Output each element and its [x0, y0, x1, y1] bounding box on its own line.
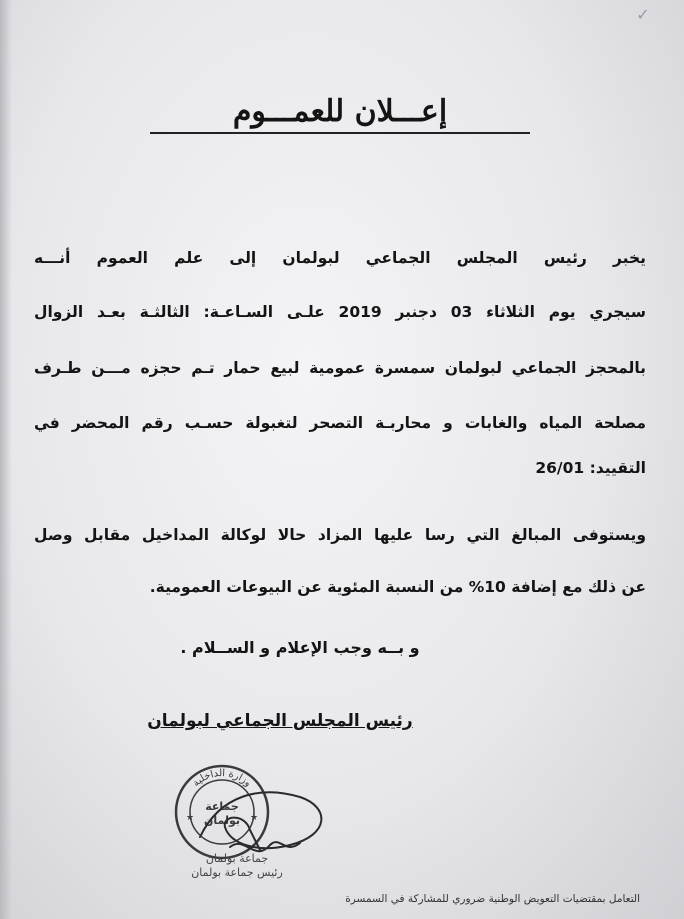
body-line-6: ويستوفى المبالغ التي رسا عليها المزاد حالا لوكالة المداخيل مقابل وصل [34, 526, 646, 544]
paper-fold-shadow [0, 0, 12, 919]
stamp-caption-line-2: رئيس جماعة بولمان [191, 866, 283, 879]
body-line-2: سيجري يوم الثلاثاء 03 دجنبر 2019 علـى السـاعـة: الثالثـة بعـد الزوال [34, 303, 646, 321]
body-line-1: يخبر رئيس المجلس الجماعي لبولمان إلى علم العموم أنـــه [34, 249, 646, 267]
stamp-star-right-icon: ★ [250, 813, 259, 823]
body-line-4: مصلحة المياه والغابات و محاربـة التصحر لتغبولة حسـب رقم المحضر في [34, 414, 646, 432]
title-underline [150, 132, 530, 134]
closing-line: و بــه وجب الإعلام و الســلام . [180, 638, 420, 657]
stamp-center-line-2: بولمان [203, 814, 241, 827]
body-line-7: عن ذلك مع إضافة 10% من النسبة المئوية عن البيوعات العمومية. [149, 578, 646, 596]
stamp-center-line-1: جماعة [205, 800, 239, 813]
pin-mark-icon: ✓ [636, 5, 650, 24]
signature-title: رئيس المجلس الجماعي لبولمان [147, 711, 413, 731]
notice-title: إعـــلان للعمـــوم [232, 94, 448, 129]
body-line-3: بالمحجز الجماعي لبولمان سمسرة عمومية لبيع حمار تـم حجزه مـــن طـرف [34, 359, 646, 377]
stamp-star-left-icon: ★ [186, 813, 195, 823]
body-line-5: التقييد: 26/01 [535, 459, 646, 477]
footer-note: التعامل بمقتضيات التعويض الوطنية ضروري للمشاركة في السمسرة [345, 893, 640, 905]
stamp-ring-text: وزارة الداخلية [190, 767, 254, 790]
stamp-caption [182, 852, 292, 896]
stamp-caption-line-1: جماعة بولمان [205, 852, 269, 865]
